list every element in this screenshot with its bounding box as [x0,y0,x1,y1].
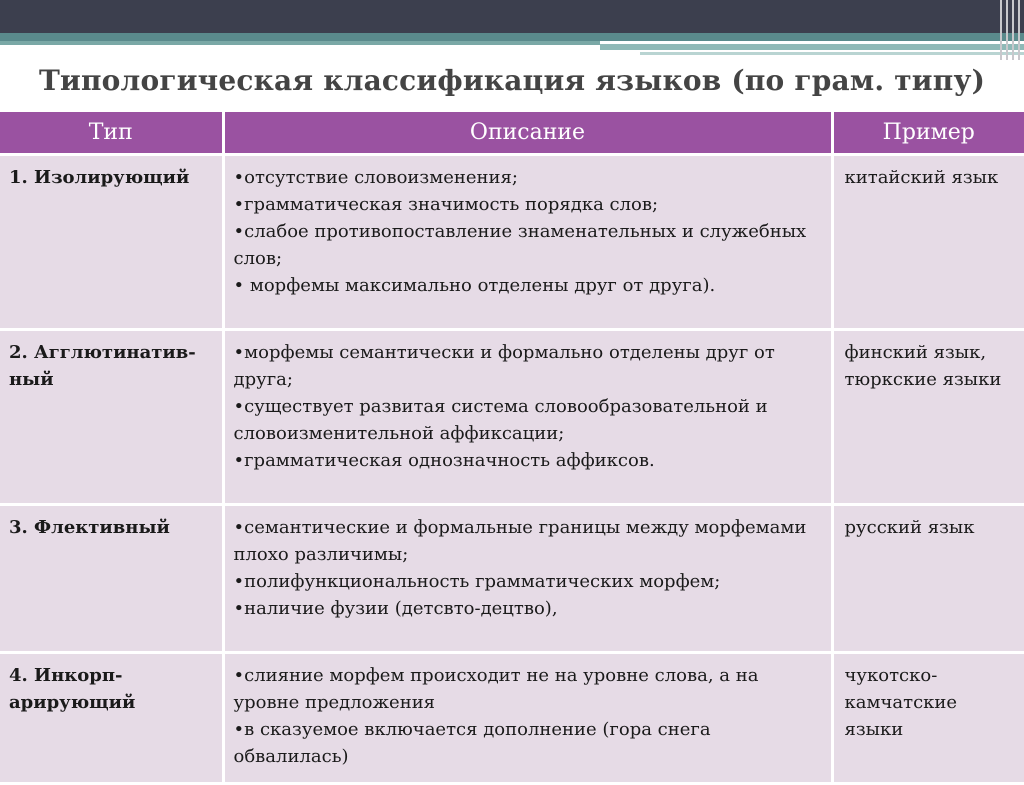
classification-table [0,112,1024,785]
header-example: Пример [832,112,1024,155]
description-item: •грамматическая значимость порядка слов; [233,194,659,215]
description-cell [223,155,832,330]
type-label: 1. Изолирующий [9,167,190,188]
header-stripe [640,52,1024,55]
description-item: •отсутствие словоизменения; [233,167,518,188]
description-item: • морфемы максимально отделены друг от друга). [233,275,716,296]
header-stripe [0,33,1024,41]
description-item: •морфемы семантически и формально отделены друг от друга; [233,342,775,390]
description-item: •в сказуемое включается дополнение (гора снега обвалилась) [233,719,711,767]
example-text: чукотско-камчатские языки [844,665,958,740]
type-cell [0,653,223,784]
slide-title: Типологическая классификация языков (по грам. типу) [38,64,986,97]
type-cell [0,330,223,505]
description-cell [223,330,832,505]
header-stripe [0,41,600,45]
description-item: •грамматическая однозначность аффиксов. [233,450,655,471]
example-cell [832,653,1024,784]
table-header-row [0,112,1024,155]
type-cell [0,505,223,653]
example-text: финский язык, тюркские языки [844,342,1002,390]
header-band [0,0,1024,33]
description-item: •наличие фузии (детсвто-децтво), [233,598,558,619]
table-row [0,505,1024,653]
description-item: •слияние морфем происходит не на уровне слова, а на уровне предложения [233,665,759,713]
description-cell [223,505,832,653]
description-item: •слабое противопоставление знаменательных и служебных слов; [233,221,807,269]
example-cell [832,505,1024,653]
example-cell [832,155,1024,330]
header-description: Описание [223,112,832,155]
example-text: русский язык [844,517,975,538]
description-item: •существует развитая система словообразовательной и словоизменительной аффиксации; [233,396,768,444]
table-row [0,155,1024,330]
example-text: китайский язык [844,167,999,188]
description-item: •полифункциональность грамматических морфем; [233,571,721,592]
table-row [0,330,1024,505]
type-label: 4. Инкорп-арирующий [9,665,136,713]
header-stripe [600,44,1024,50]
description-item: •семантические и формальные границы между морфемами плохо различимы; [233,517,807,565]
description-cell [223,653,832,784]
type-cell [0,155,223,330]
header-type: Тип [0,112,223,155]
example-cell [832,330,1024,505]
corner-decoration [996,0,1024,60]
table-row [0,653,1024,784]
type-label: 2. Агглютинатив-ный [9,342,196,390]
type-label: 3. Флективный [9,517,170,538]
